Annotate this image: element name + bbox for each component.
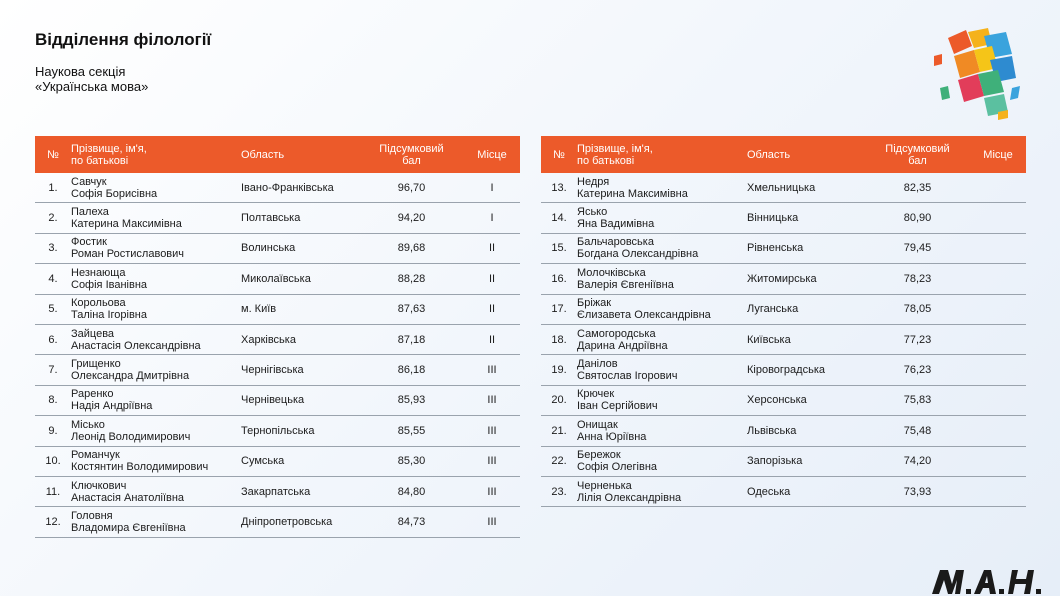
row-place [970,264,1026,294]
row-number: 1. [35,173,71,203]
row-name [71,507,241,537]
row-number: 16. [541,264,577,294]
row-score: 89,68 [359,233,464,263]
row-place: III [464,507,520,537]
table-row [35,203,520,233]
row-given-names: Софія Борисівна [71,187,158,200]
page-title: Відділення філології [35,30,212,49]
row-region: Івано-Франківська [241,173,359,203]
row-surname: Крючек [577,388,615,401]
row-number: 14. [541,203,577,233]
header-place: Місце [970,136,1026,173]
row-name [71,355,241,385]
row-place: III [464,476,520,506]
row-given-names: Костянтин Володимирович [71,461,209,474]
header-name-line-1: Прізвище, ім'я, [71,142,147,155]
row-name [71,173,241,203]
table-header-row [541,136,1026,173]
header-region: Область [747,136,865,173]
row-score: 74,20 [865,446,970,476]
row-given-names: Леонід Володимирович [71,430,191,443]
row-surname: Ключкович [71,479,127,492]
row-name [577,476,747,506]
row-place: III [464,355,520,385]
row-name [577,264,747,294]
row-given-names: Олександра Дмитрівна [71,370,190,383]
row-surname: Місько [71,418,105,431]
header-name [71,136,241,173]
row-given-names: Богдана Олександрівна [577,248,699,261]
table-row [541,233,1026,263]
row-given-names: Катерина Максимівна [577,187,688,200]
row-place: III [464,385,520,415]
row-place [970,294,1026,324]
row-given-names: Таліна Ігорівна [71,309,147,322]
table-row [35,264,520,294]
row-number: 8. [35,385,71,415]
row-given-names: Лілія Олександрівна [577,491,682,504]
row-region: Кіровоградська [747,355,865,385]
table-row [35,446,520,476]
row-score: 75,48 [865,416,970,446]
row-region: Чернівецька [241,385,359,415]
row-given-names: Анастасія Анатоліївна [71,491,185,504]
row-place [970,203,1026,233]
table-row [35,233,520,263]
row-score: 73,93 [865,476,970,506]
row-place [970,446,1026,476]
row-score: 96,70 [359,173,464,203]
row-surname: Корольова [71,297,126,310]
row-place [970,324,1026,354]
row-number: 2. [35,203,71,233]
row-surname: Данілов [577,358,618,371]
row-number: 10. [35,446,71,476]
row-region: Тернопільська [241,416,359,446]
results-table-left [35,136,520,538]
row-surname: Недря [577,175,610,188]
row-region: Хмельницька [747,173,865,203]
row-region: Одеська [747,476,865,506]
row-score: 85,55 [359,416,464,446]
table-row [541,264,1026,294]
row-given-names: Анна Юріївна [577,430,647,443]
results-table-right [541,136,1026,507]
row-given-names: Катерина Максимівна [71,218,182,231]
header-name [577,136,747,173]
header-score-line-2: бал [402,154,421,167]
row-score: 86,18 [359,355,464,385]
row-given-names: Роман Ростиславович [71,248,185,261]
row-region: Вінницька [747,203,865,233]
row-region: Волинська [241,233,359,263]
table-row [541,446,1026,476]
header-name-line-1: Прізвище, ім'я, [577,142,653,155]
row-number: 3. [35,233,71,263]
row-name [71,385,241,415]
row-surname: Грищенко [71,358,121,371]
row-place: I [464,203,520,233]
row-score: 77,23 [865,324,970,354]
row-given-names: Анастасія Олександрівна [71,339,201,352]
table-row [541,294,1026,324]
row-surname: Раренко [71,388,114,401]
table-row [35,507,520,537]
man-cube-logo-icon [928,26,1024,122]
header-score-line-1: Підсумковий [885,142,950,155]
row-score: 78,05 [865,294,970,324]
row-number: 15. [541,233,577,263]
row-number: 6. [35,324,71,354]
row-given-names: Владомира Євгеніївна [71,521,186,534]
table-row [541,173,1026,203]
row-name [71,203,241,233]
header-score-line-2: бал [908,154,927,167]
row-place: III [464,446,520,476]
header-score-line-1: Підсумковий [379,142,444,155]
header-number: № [541,136,577,173]
table-row [541,203,1026,233]
row-place: II [464,233,520,263]
row-surname: Палеха [71,206,109,219]
row-number: 19. [541,355,577,385]
table-row [541,355,1026,385]
row-region: Херсонська [747,385,865,415]
table-header-row [35,136,520,173]
row-place [970,173,1026,203]
row-given-names: Єлизавета Олександрівна [577,309,711,322]
row-score: 84,80 [359,476,464,506]
row-name [71,294,241,324]
row-surname: Онищак [577,418,618,431]
row-region: Рівненська [747,233,865,263]
row-number: 23. [541,476,577,506]
row-surname: Ясько [577,206,608,219]
row-place [970,355,1026,385]
row-score: 87,18 [359,324,464,354]
row-surname: Зайцева [71,327,115,340]
row-name [71,476,241,506]
row-number: 7. [35,355,71,385]
row-score: 85,93 [359,385,464,415]
table-row [541,416,1026,446]
table-row [35,385,520,415]
row-score: 82,35 [865,173,970,203]
row-score: 87,63 [359,294,464,324]
header-name-line-2: по батькові [71,154,129,167]
row-given-names: Іван Сергійович [577,400,658,413]
row-surname: Фостик [71,236,107,249]
row-given-names: Дарина Андріївна [577,339,668,352]
row-region: Луганська [747,294,865,324]
row-score: 79,45 [865,233,970,263]
row-name [71,416,241,446]
row-score: 84,73 [359,507,464,537]
row-place [970,233,1026,263]
row-region: Закарпатська [241,476,359,506]
row-name [577,203,747,233]
row-number: 20. [541,385,577,415]
row-surname: Черненька [577,479,632,492]
header-score [865,136,970,173]
header-score [359,136,464,173]
row-name [71,446,241,476]
row-surname: Молочківська [577,266,646,279]
row-surname: Бережок [577,449,621,462]
row-surname: Бріжак [577,297,612,310]
row-given-names: Святослав Ігорович [577,370,678,383]
row-name [71,324,241,354]
row-region: Київська [747,324,865,354]
row-given-names: Яна Вадимівна [577,218,655,231]
man-wordmark-logo-icon [930,566,1056,596]
row-name [577,355,747,385]
row-number: 9. [35,416,71,446]
row-region: Полтавська [241,203,359,233]
row-name [577,324,747,354]
row-number: 21. [541,416,577,446]
row-score: 75,83 [865,385,970,415]
row-number: 11. [35,476,71,506]
table-row [541,476,1026,506]
row-surname: Савчук [71,175,107,188]
row-place: II [464,294,520,324]
row-score: 76,23 [865,355,970,385]
row-number: 13. [541,173,577,203]
header-name-line-2: по батькові [577,154,635,167]
section-subtitle [35,64,148,94]
row-name [577,173,747,203]
row-region: Чернігівська [241,355,359,385]
table-row [35,416,520,446]
header-region: Область [241,136,359,173]
row-name [71,264,241,294]
row-number: 5. [35,294,71,324]
row-region: Житомирська [747,264,865,294]
row-number: 17. [541,294,577,324]
table-row [35,324,520,354]
row-surname: Романчук [71,449,120,462]
row-region: м. Київ [241,294,359,324]
row-number: 18. [541,324,577,354]
row-given-names: Софія Олегівна [577,461,658,474]
row-given-names: Валерія Євгеніївна [577,278,674,291]
row-place: II [464,264,520,294]
table-row [35,294,520,324]
row-score: 94,20 [359,203,464,233]
table-row [35,476,520,506]
row-place [970,385,1026,415]
row-surname: Незнающа [71,266,126,279]
row-place: III [464,416,520,446]
row-number: 4. [35,264,71,294]
row-surname: Самогородська [577,327,656,340]
row-score: 88,28 [359,264,464,294]
row-name [577,385,747,415]
row-place [970,416,1026,446]
table-row [35,173,520,203]
row-surname: Головня [71,509,113,522]
row-place: I [464,173,520,203]
row-region: Запорізька [747,446,865,476]
row-name [577,294,747,324]
row-region: Дніпропетровська [241,507,359,537]
row-region: Сумська [241,446,359,476]
row-name [577,446,747,476]
row-given-names: Надія Андріївна [71,400,153,413]
table-row [541,324,1026,354]
row-given-names: Софія Іванівна [71,278,148,291]
row-place: II [464,324,520,354]
row-name [577,233,747,263]
row-number: 22. [541,446,577,476]
header-number: № [35,136,71,173]
subtitle-line-1: Наукова секція [35,64,126,79]
row-region: Миколаївська [241,264,359,294]
row-place [970,476,1026,506]
table-row [541,385,1026,415]
row-score: 80,90 [865,203,970,233]
row-name [71,233,241,263]
row-score: 78,23 [865,264,970,294]
row-score: 85,30 [359,446,464,476]
row-name [577,416,747,446]
subtitle-line-2: «Українська мова» [35,79,149,94]
row-region: Львівська [747,416,865,446]
row-number: 12. [35,507,71,537]
header-place: Місце [464,136,520,173]
row-surname: Бальчаровська [577,236,654,249]
table-row [35,355,520,385]
row-region: Харківська [241,324,359,354]
